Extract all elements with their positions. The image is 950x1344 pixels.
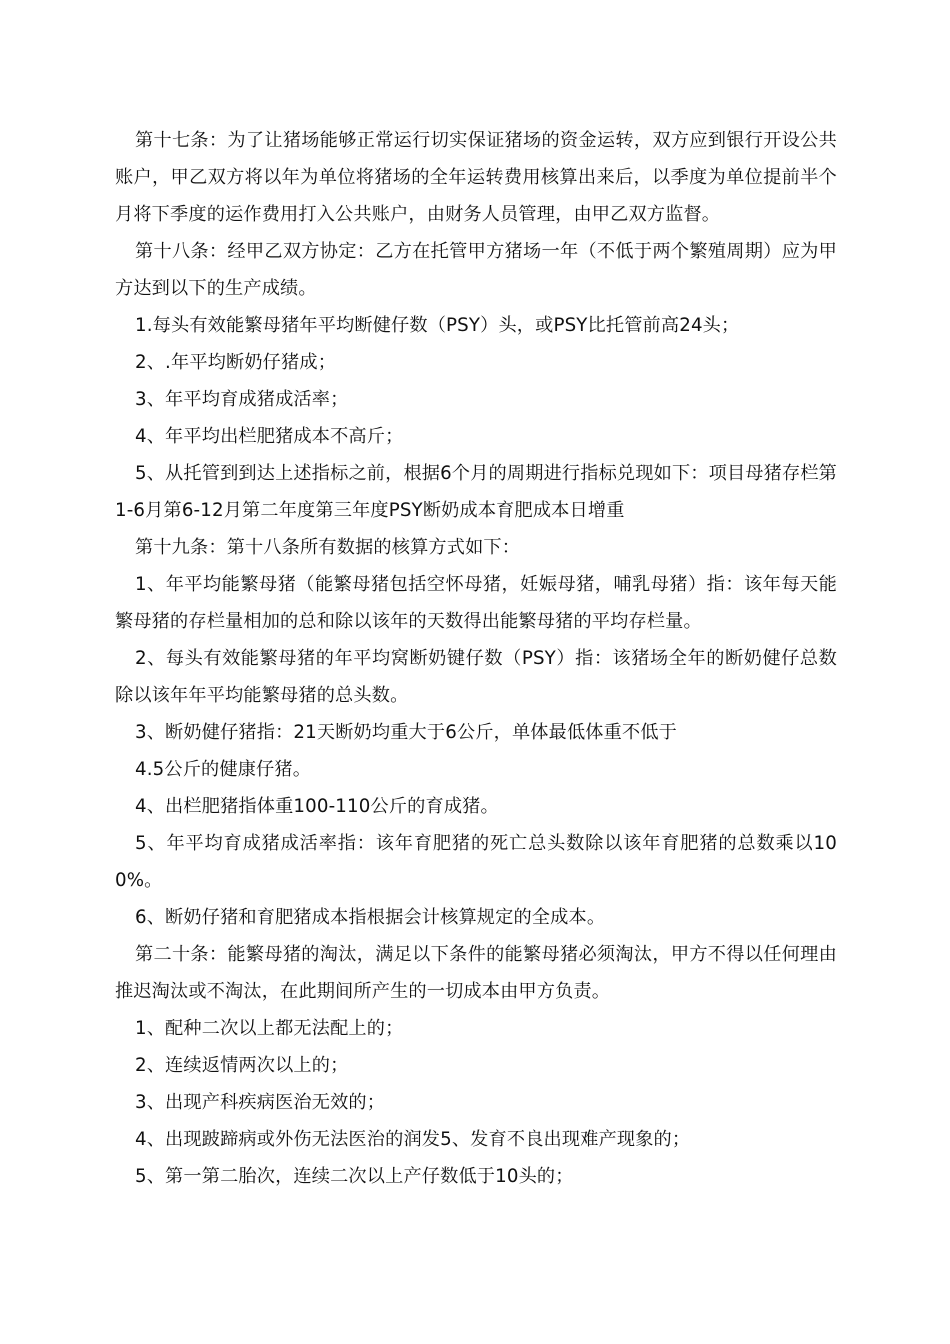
article-18-item-3: 3、年平均育成猪成活率； [135,389,349,410]
article-20-item-1: 1、配种二次以上都无法配上的； [135,1018,404,1039]
article-18-item-2: 2、.年平均断奶仔猪成； [135,352,337,373]
article-20-item-5: 5、第一第二胎次，连续二次以上产仔数低于10头的； [135,1166,574,1187]
article-19-item-5: 5、年平均育成猪成活率指：该年育肥猪的死亡总头数除以该年育肥猪的总数乘以100%。 [115,833,837,891]
article-20-item-2: 2、连续返情两次以上的； [135,1055,349,1076]
document-body [115,122,837,1195]
article-19-item-1: 1、年平均能繁母猪（能繁母猪包括空怀母猪，妊娠母猪，哺乳母猪）指：该年每天能繁母猪的存栏量相加的总和除以该年的天数得出能繁母猪的平均存栏量。 [115,574,837,632]
article-19-item-2: 2、每头有效能繁母猪的年平均窝断奶键仔数（PSY）指：该猪场全年的断奶健仔总数除以该年年平均能繁母猪的总头数。 [115,648,837,706]
article-19-item-3-continued: 4.5公斤的健康仔猪。 [135,759,312,780]
article-18-paragraph: 第十八条：经甲乙双方协定：乙方在托管甲方猪场一年（不低于两个繁殖周期）应为甲方达到以下的生产成绩。 [115,241,837,299]
article-20-item-4: 4、出现跛蹄病或外伤无法医治的润发5、发育不良出现难产现象的； [135,1129,691,1150]
article-19-item-4: 4、出栏肥猪指体重100-110公斤的育成猪。 [135,796,499,817]
article-18-item-1: 1.每头有效能繁母猪年平均断健仔数（PSY）头，或PSY比托管前高24头； [135,315,740,336]
article-20-paragraph: 第二十条：能繁母猪的淘汰，满足以下条件的能繁母猪必须淘汰，甲方不得以任何理由推迟淘汰或不淘汰，在此期间所产生的一切成本由甲方负责。 [115,944,837,1002]
article-19-item-6: 6、断奶仔猪和育肥猪成本指根据会计核算规定的全成本。 [135,907,606,928]
article-17-paragraph: 第十七条：为了让猪场能够正常运行切实保证猪场的资金运转，双方应到银行开设公共账户，甲乙双方将以年为单位将猪场的全年运转费用核算出来后，以季度为单位提前半个月将下季度的运作费用打入公共账户，由财务人员管理，由甲乙双方监督。 [115,130,837,225]
article-18-item-4: 4、年平均出栏肥猪成本不高斤； [135,426,404,447]
article-18-item-5: 5、从托管到到达上述指标之前，根据6个月的周期进行指标兑现如下：项目母猪存栏第1-6月第6-12月第二年度第三年度PSY断奶成本育肥成本日增重 [115,463,837,521]
article-20-item-3: 3、出现产科疾病医治无效的； [135,1092,386,1113]
article-19-item-3: 3、断奶健仔猪指：21天断奶均重大于6公斤，单体最低体重不低于 [135,722,677,743]
article-19-paragraph: 第十九条：第十八条所有数据的核算方式如下： [135,537,521,558]
